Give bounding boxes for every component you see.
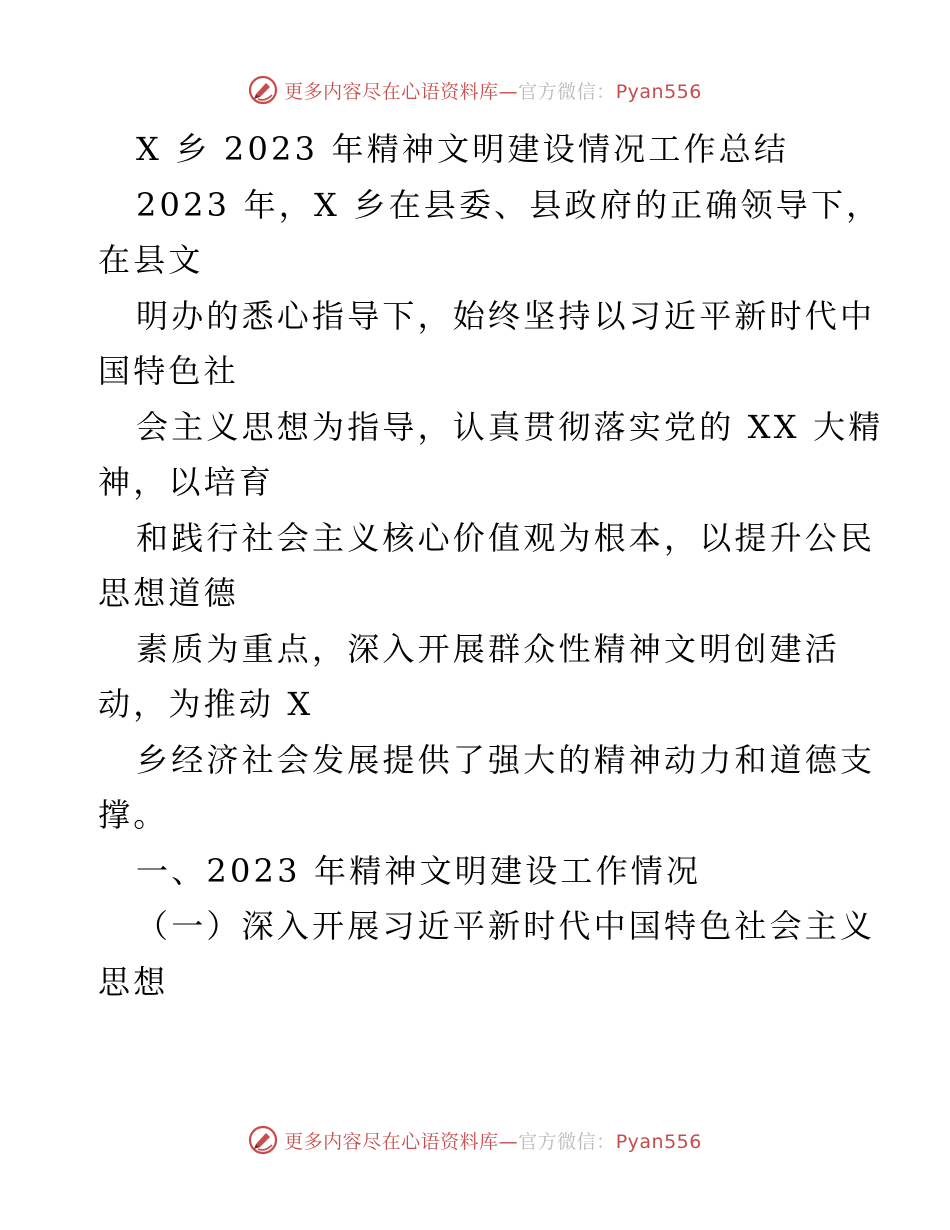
paragraph-line: 明办的悉心指导下，始终坚持以习近平新时代中 — [136, 296, 876, 335]
watermark-official-label: 官方微信： — [518, 1130, 616, 1153]
watermark-official-label: 官方微信： — [518, 80, 616, 103]
watermark-text — [284, 1127, 702, 1154]
document-body — [98, 122, 884, 1010]
paragraph-line: 在县文 — [98, 241, 204, 279]
paragraph-line: 思想道德 — [98, 574, 239, 612]
subsection-heading-continued: 思想 — [98, 962, 169, 1001]
paragraph-line: 会主义思想为指导，认真贯彻落实党的 XX 大精 — [136, 407, 884, 446]
book-pen-icon — [248, 1125, 278, 1155]
paragraph-line: 撑。 — [98, 796, 169, 834]
paragraph-line: 动，为推动 X — [98, 685, 314, 723]
watermark-handle: Pyan556 — [615, 80, 702, 103]
book-pen-icon — [248, 75, 278, 105]
watermark-site: 更多内容尽在心语资料库 — [284, 80, 499, 103]
paragraph-line: 国特色社 — [98, 352, 239, 390]
watermark-text — [284, 77, 702, 104]
header-watermark — [0, 70, 950, 110]
paragraph-line: 神，以培育 — [98, 463, 275, 501]
watermark-dash: — — [498, 1130, 519, 1153]
watermark-handle: Pyan556 — [615, 1130, 702, 1153]
watermark-dash: — — [498, 80, 519, 103]
subsection-heading: （一）深入开展习近平新时代中国特色社会主义 — [136, 907, 876, 945]
paragraph-line: 乡经济社会发展提供了强大的精神动力和道德支 — [136, 740, 876, 779]
section-heading: 一、2023 年精神文明建设工作情况 — [136, 851, 702, 890]
document-title: X 乡 2023 年精神文明建设情况工作总结 — [136, 130, 790, 168]
footer-watermark — [0, 1120, 950, 1160]
paragraph-line: 2023 年，X 乡在县委、县政府的正确领导下， — [136, 185, 882, 224]
watermark-site: 更多内容尽在心语资料库 — [284, 1130, 499, 1153]
paragraph-line: 和践行社会主义核心价值观为根本，以提升公民 — [136, 518, 876, 557]
paragraph-line: 素质为重点，深入开展群众性精神文明创建活 — [136, 629, 841, 668]
